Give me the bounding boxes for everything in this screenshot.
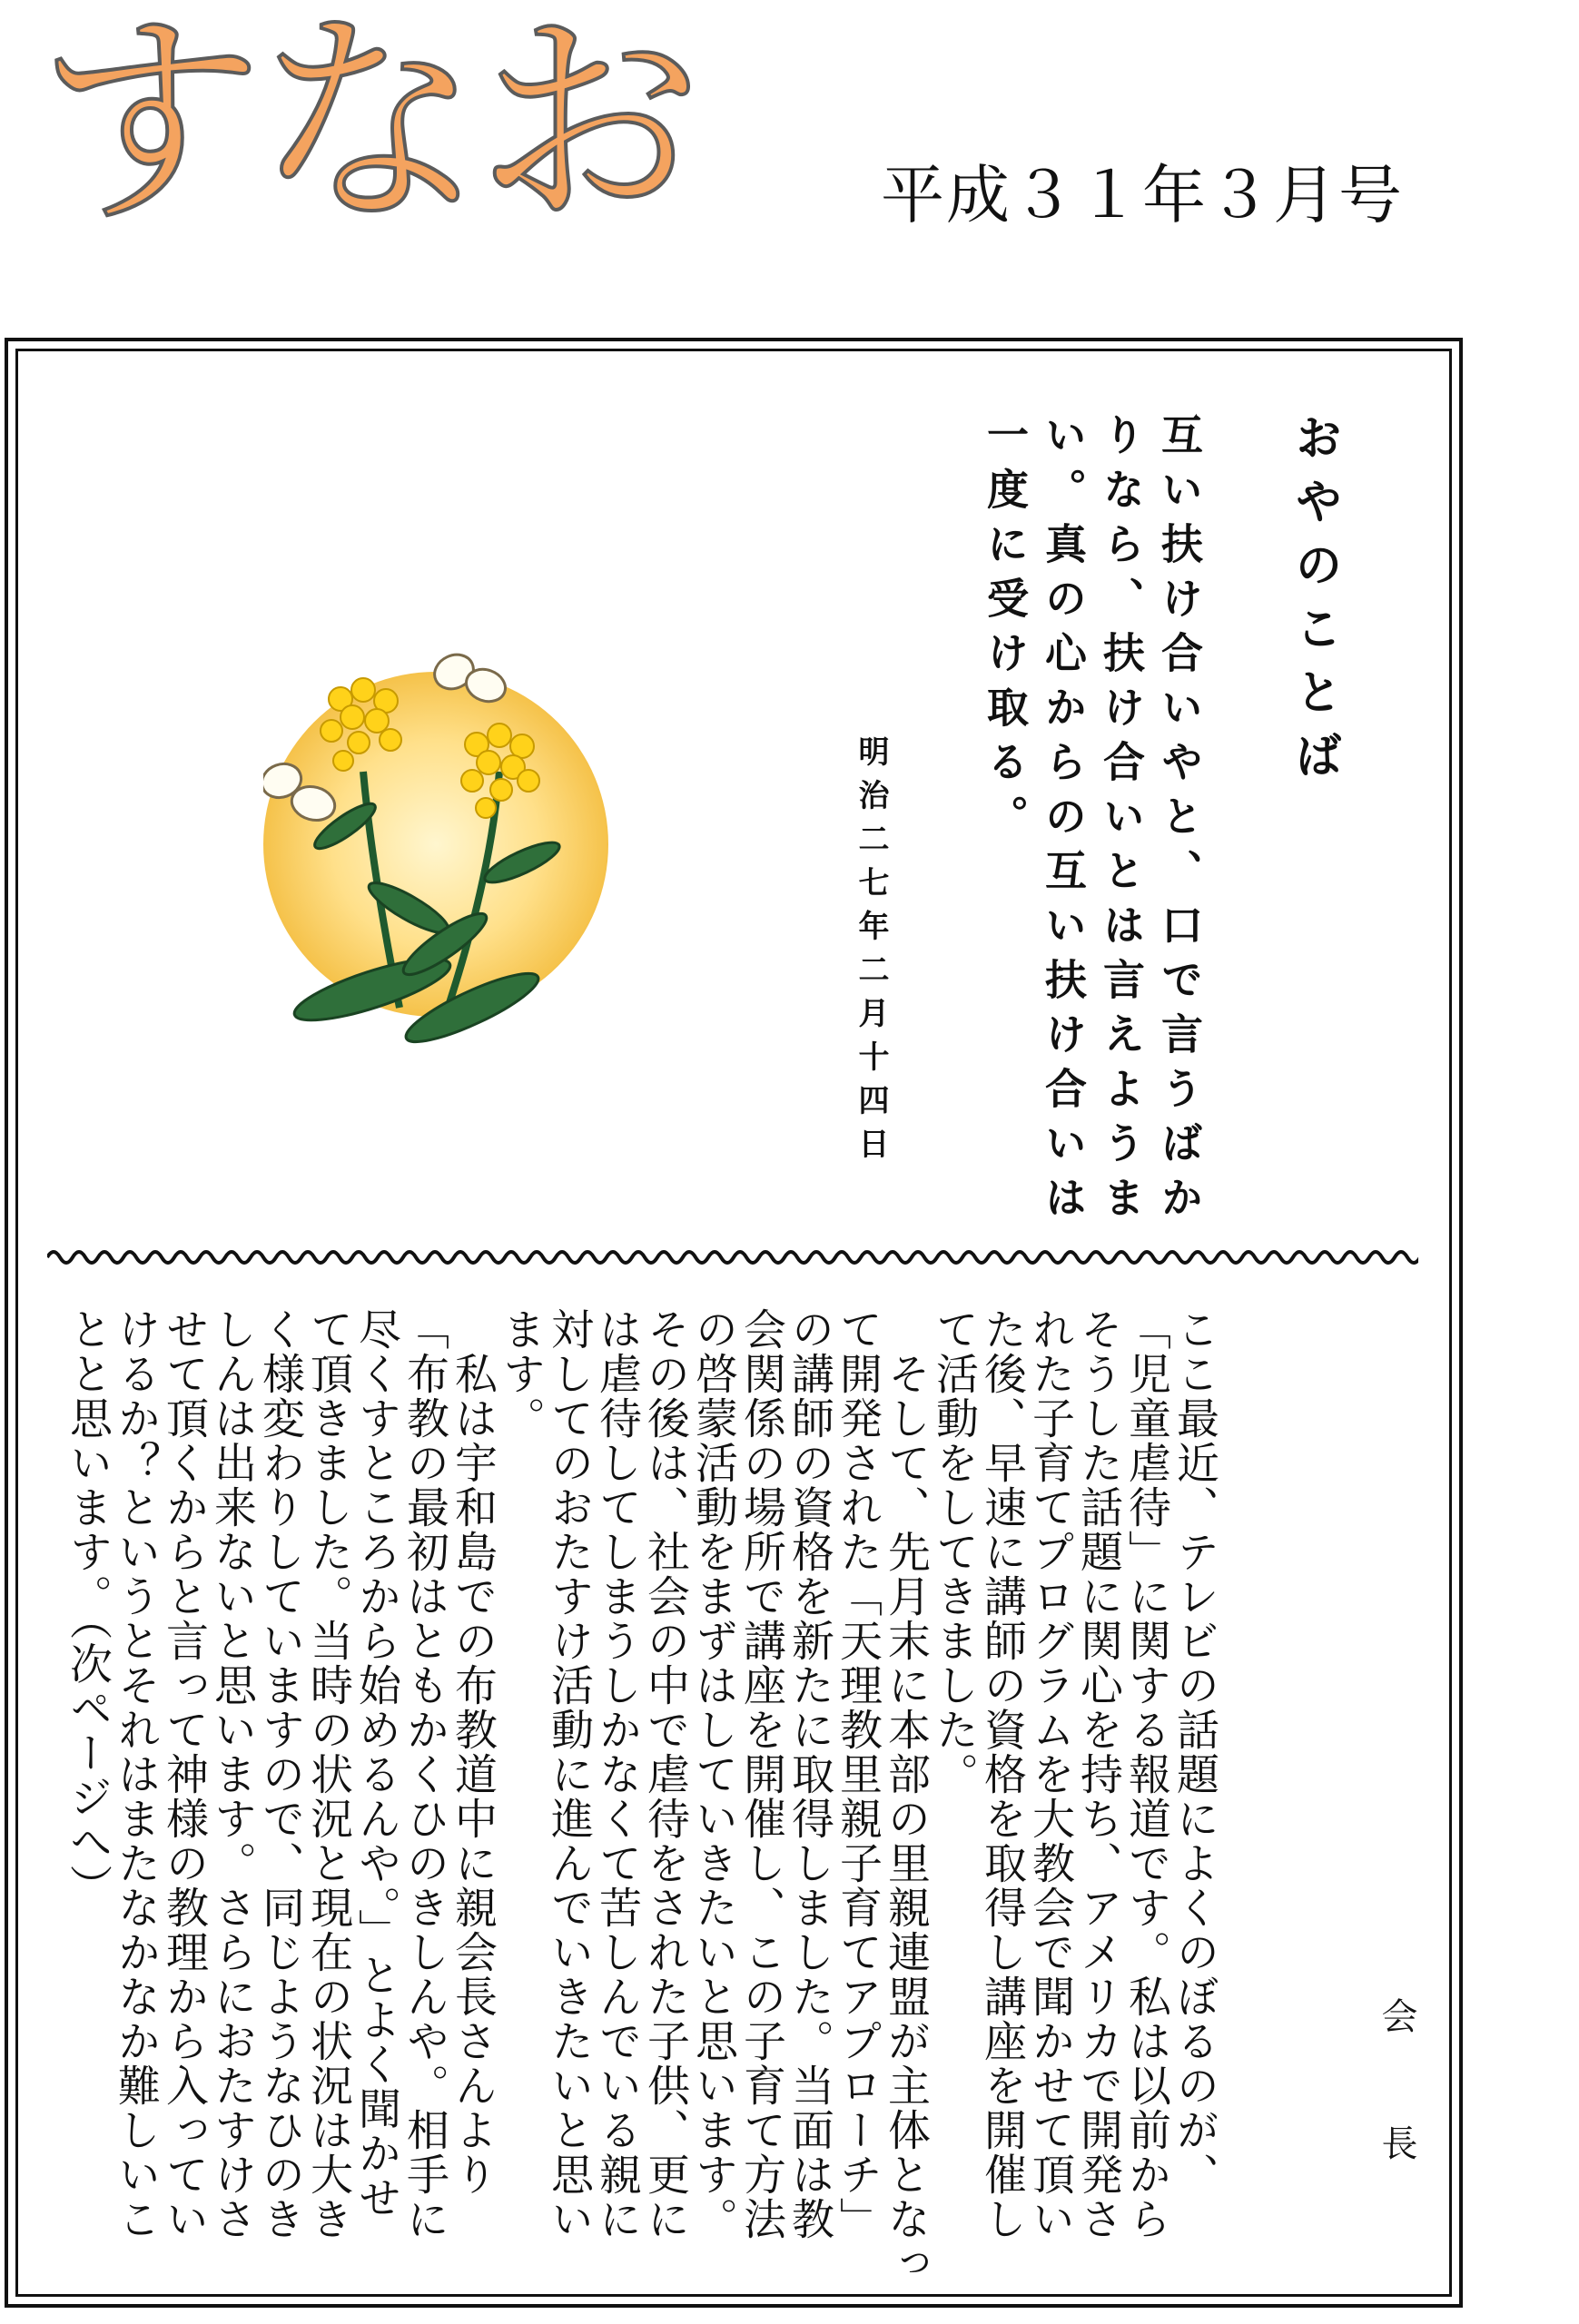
wavy-divider: [47, 1244, 1418, 1271]
article-body: ここ最近、テレビの話題によくのぼるのが、 「児童虐待」に関する報道です。私は以前から そうした話題に関心を持ち、アメリカで開発さ れた子育てプログラムを大教会で聞かせて頂い た後、早速に講師の資格を取得し講座を開催し て活動をしてきました。 そして、先月末に本部の里親連盟が主体となっ て開発された「天理教里親子育てアプローチ」 の講師の資格を新たに取得しました。当面は教 会関係の場所で講座を開催し、この子育て方法 の啓蒙活動をまずはしていきたいと思います。 その後は、社会の中で虐待をされた子供、更に は虐待してしまうしかなくて苦しんでいる親に 対してのおたすけ活動に進んでいきたいと思い ます。 私は宇和島での布教道中に親会長さんより 「布教の最初はともかくひのきしんや。相手に 尽くすところから始めるんや。」とよく聞かせ て頂きました。当時の状況と現在の状況は大き く様変わりしていますので、同じようなひのき しんは出来ないと思います。さらにおたすけさ せて頂くからと言って神様の教理から入ってい けるか？というとそれはまたなかなか難しいこ とと思います。（次ページへ）: [63, 1307, 1219, 2286]
newsletter-title: すなお: [36, 0, 696, 254]
kotoba-quote: 互い扶け合いやと、口で言うばか りなら、扶け合いとは言えようま い。真の心からの互い扶け合いは 一度に受け取る。: [981, 413, 1204, 1230]
rapeseed-illustration: [263, 645, 636, 1044]
kotoba-heading: おやのことば: [1287, 413, 1342, 794]
issue-date: 平成３１年３月号: [881, 158, 1404, 232]
article-author: 会 長: [1376, 1997, 1417, 2188]
kotoba-date: 明治二七年二月十四日: [853, 735, 889, 1171]
